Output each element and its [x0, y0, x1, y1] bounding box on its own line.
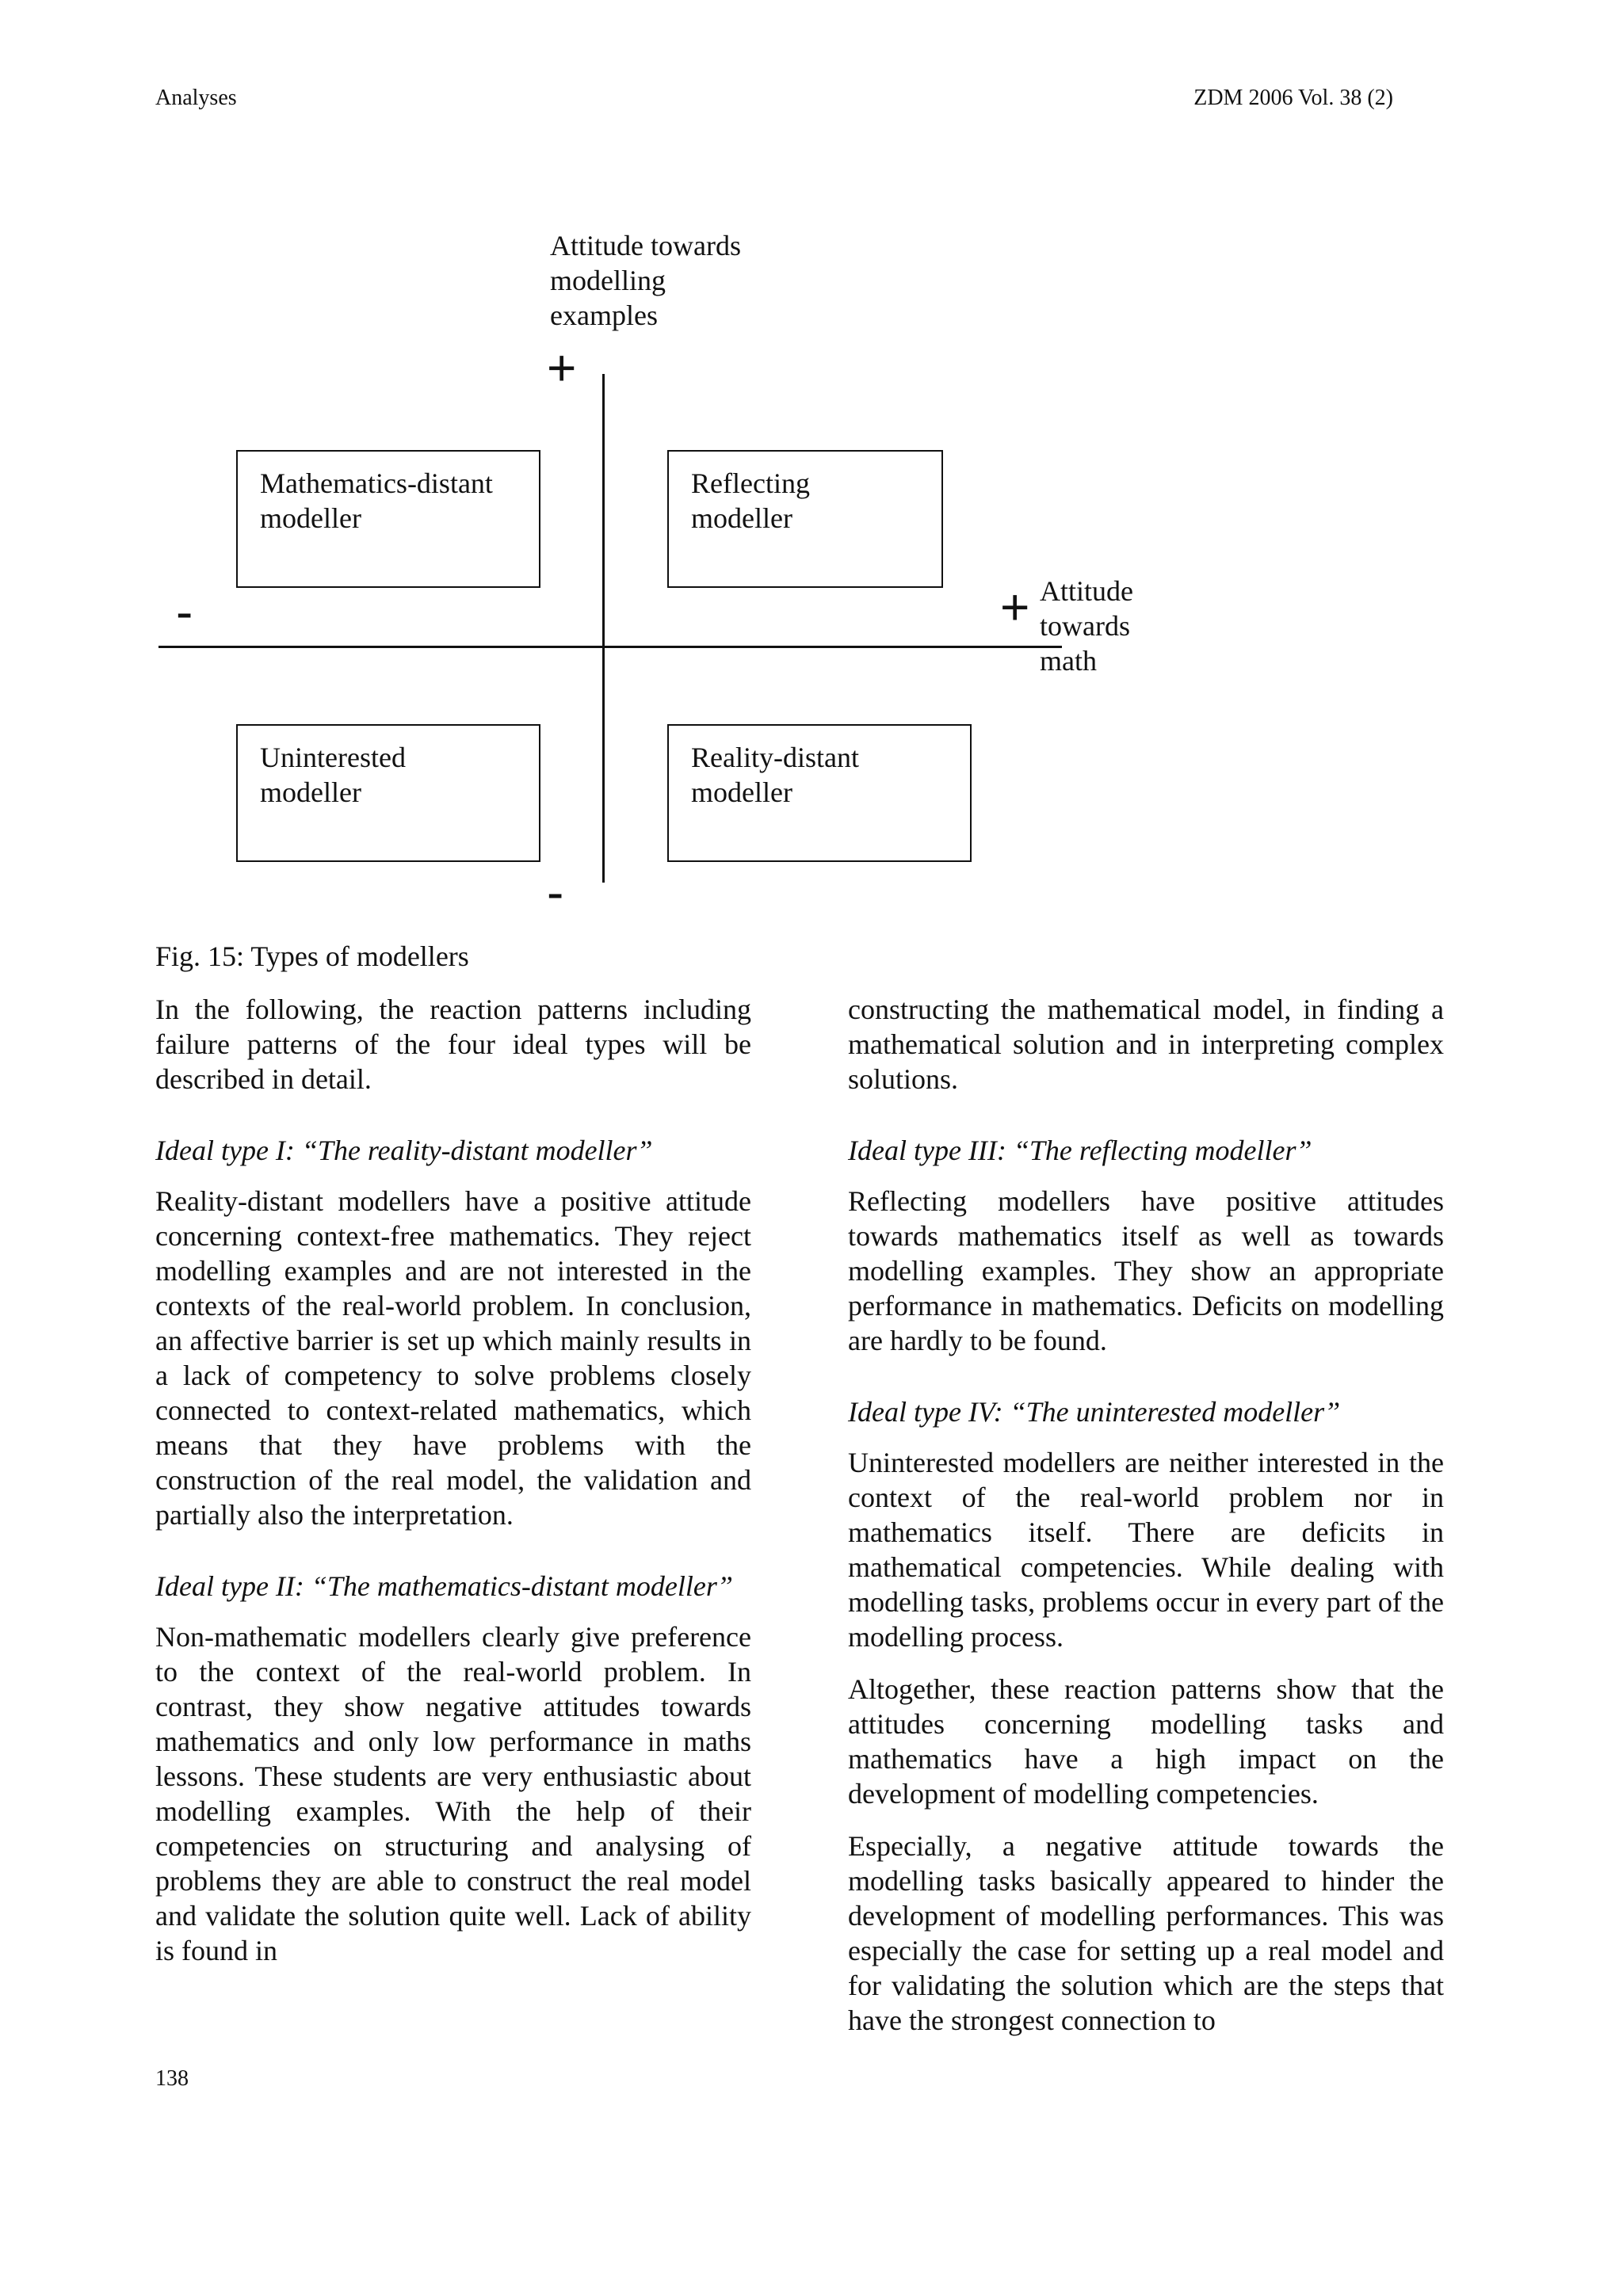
- paragraph-ideal-type-2: Non-mathematic modellers clearly give preference to the context of the real-world problem. In contrast, they show negative attitudes towards mathematics and only low performance in maths lessons. These students are very enthusiastic about modelling examples. With the help of their competencies on structuring and analysing of problems they are able to construct the real model and validate the solution quite well. Lack of ability is found in: [155, 1621, 751, 1966]
- box-uninterested-modeller: Uninterested modeller: [236, 724, 540, 862]
- figure-caption: Fig. 15: Types of modellers: [155, 940, 469, 972]
- y-plus-sign: +: [547, 339, 577, 396]
- paragraph-ideal-type-4: Uninterested modellers are neither interested in the context of the real-world problem nor in mathematics itself. There are deficits in mathematical competencies. While dealing with modelling tasks, problems occur in every part of the modelling process.: [848, 1447, 1444, 1653]
- continued-paragraph: constructing the mathematical model, in finding a mathematical solution and in interpreting complex solutions.: [848, 994, 1444, 1095]
- y-axis-label: Attitude towards modelling examples: [550, 230, 741, 331]
- x-axis-label: Attitude towards math: [1040, 575, 1133, 677]
- heading-ideal-type-1: Ideal type I: “The reality-distant modeller”: [155, 1135, 653, 1166]
- box-mathematics-distant-modeller: Mathematics-distant modeller: [236, 450, 540, 588]
- right-column: [848, 992, 1444, 2055]
- y-minus-sign: -: [547, 864, 564, 921]
- running-header-left: Analyses: [155, 86, 237, 110]
- horizontal-axis: [158, 646, 1062, 648]
- paragraph-ideal-type-3: Reflecting modellers have positive attitudes towards mathematics itself as well as towards modelling examples. They show an appropriate performance in mathematics. Deficits on modelling are hardly to be found.: [848, 1185, 1444, 1356]
- intro-paragraph: In the following, the reaction patterns including failure patterns of the four ideal types will be described in detail.: [155, 994, 751, 1095]
- left-column: [155, 992, 751, 1985]
- box-reflecting-modeller: Reflecting modeller: [667, 450, 943, 588]
- heading-ideal-type-2: Ideal type II: “The mathematics-distant modeller”: [155, 1570, 733, 1602]
- paragraph-altogether: Altogether, these reaction patterns show that the attitudes concerning modelling tasks and mathematics have a high impact on the development of modelling competencies.: [848, 1673, 1444, 1810]
- heading-ideal-type-4: Ideal type IV: “The uninterested modeller”: [848, 1396, 1341, 1428]
- paragraph-ideal-type-1: Reality-distant modellers have a positive attitude concerning context-free mathematics. They reject modelling examples and are not interested in the contexts of the real-world problem. In conclusion, an affective barrier is set up which mainly results in a lack of competency to solve problems closely connected to context-related mathematics, which means that they have problems with the construction of the real model, the validation and partially also the interpretation.: [155, 1185, 751, 1531]
- box-reality-distant-modeller: Reality-distant modeller: [667, 724, 972, 862]
- page-number: 138: [155, 2066, 189, 2091]
- x-minus-sign: -: [176, 583, 193, 640]
- types-of-modellers-figure: [0, 0, 1623, 935]
- paragraph-especially: Especially, a negative attitude towards the modelling tasks basically appeared to hinder the development of modelling performances. This was especially the case for setting up a real model and for validating the solution which are the steps that have the strongest connection to: [848, 1830, 1444, 2036]
- vertical-axis: [602, 374, 605, 883]
- x-plus-sign: +: [1000, 578, 1030, 635]
- heading-ideal-type-3: Ideal type III: “The reflecting modeller”: [848, 1135, 1312, 1166]
- running-header-right: ZDM 2006 Vol. 38 (2): [1193, 86, 1393, 110]
